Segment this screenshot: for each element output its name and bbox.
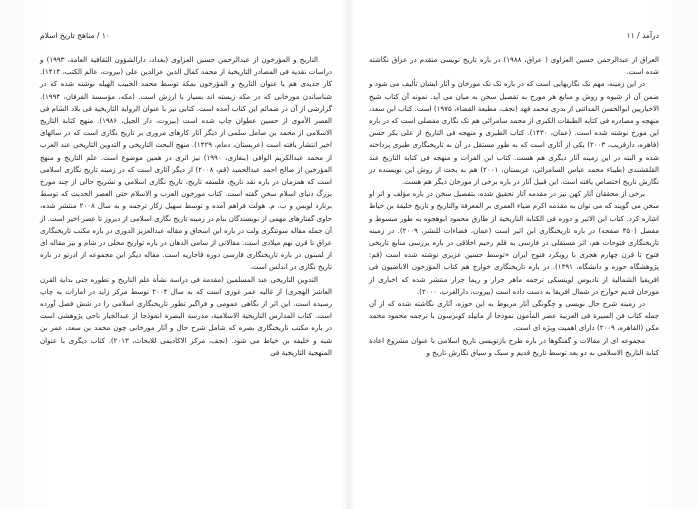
- right-paragraph-2: در این زمینه، مهم تک نگاریهایی است که در باره تک تک مورخان و آثار ایشان تألیف می شود و ضمن آن از شیوه و روش و منابع هر مورخ به تفصیل سخن به میان می آید. نمونه آن کتاب شیخ الاخباریین ابوالحسن المدائنی از بدری محمد فهد (نجف، مطبعة القضاء، ۱۹۷۵) است. کتاب ابن سعد، منهجه و مصادره فی کتابه الطبقات الکبری از محمد سامرائی هم تک نگاری مفصلی است که در باره این مورخ نوشته شده است. (عمان، ۱۴۳۰). کتاب الطبری و منهجه فی التاریخ از علی بکر حسن (قاهره، دارقریب، ۲۰۰۳) یکی از آثاری است که به طور مستقل در آن به تاریخنگاری طبری پرداخته شده و البته در این زمینه آثار دیگری هم هست. کتاب ابن الفرات و منهجه فی کتابة التاریخ عند القلقشندی (طیباء محمد عباس السامرائی، عربستان، ۲۰۰۱) هم به بحث از روش این نویسنده در نگارش تاریخ اختصاص یافته است. این قبیل آثار در باره برخی از مورخان دیگر هم هست.: [369, 79, 659, 187]
- left-paragraph-1: التاریخ و المؤرخون از عبدالرحمن حسین العزاوی (بغداد، دارالشؤون الثقافیة العامة، ۱۹۹۳) و دراسات نقدیة فی المصادر التاریخیة از محمد کمال الدین عزالدین علی (بیروت، عالم الکتب، ۱۴۱۴). کار جدیدی هم با عنوان التاریخ و المؤرخون بمکة توسط محمد الحبیب الهیله نوشته شده که در شناساندن مورخانی که در مکه زیسته اند بسیار با ارزش است. (مکه، مؤسسة الفرقان، ۱۹۹۴). گزارشی از آن در ضمائم این کتاب آمده است. کتابی نیز با عنوان الروایة التاریخیة فی بلاد الشام فی العصر الأموی از حسین عطوان چاپ شده است (بیروت، دار الجیل، ۱۹۸۶). منهج کتابة التاریخ الاسلامی از محمد بن صامل سلمی از دیگر آثار کارهای مروری بر تاریخ نگاری است که در سالهای اخیر انتشار یافته است (عربستان، دمام، ۱۴۲۹). منهج البحث التاریخی و التدوین التاریخی عند العرب از محمد عبدالکریم الوافی (بنغازی، ۱۹۹۰) نیز اثری در همین موضوع است. علم التاریخ و منهج المؤرخین از صالح احمد عبدالحمید (قم، ۲۰۰۸) از دیگر آثاری است که در زمینه تاریخ نگاری اسلامی است که همزمان در باره نقد تاریخ، فلسفه تاریخ، تاریخ نگاری اسلامی و تشریح حالی از چند مورخ بزرگ دنیای اسلام سخن گفته است. کتاب مورخون العرب و الاسلام حتی العصر الحدیث که توسط برنارد لویس و ب. م. هولت فراهم آمده و توسط سهیل زکار ترجمه و به سال ۲۰۰۸ منتشر شده، حاوی گفتارهای مهمی از نویسندگان بنام در زمینه تاریخ نگاری اسلامی از دیروز تا عصر اخیر است. از آن جمله مقاله سونتگری ولت در باره ابن اسحاق و مقاله عبدالعزیز الدوری در باره مکتب تاریخنگاری عراق تا قرن نهم میلادی است. مقالاتی از سامی الدهان در باره تواریخ محلی در شام و نیز مقاله ای از لمبتون در باره تاریخنگاری فارسی دوره قاجاریه است. مقاله دیگر این مجموعه از ادرتو در باره تاریخ نگاری در اندلس است.: [40, 55, 333, 272]
- right-running-header: درآمد / ۱۱: [626, 31, 659, 40]
- right-paragraph-1: العراق از عبدالرحمن حسین العزاوی ( عراق، ۱۹۸۸) در باره تاریخ نویسی متقدم در عراق نگاشته شده است.: [369, 55, 659, 77]
- left-page: [0, 0, 348, 509]
- right-paragraph-5: مجموعه ای از مقالات و گفتگوها در باره طرح بازنویسی تاریخ اسلامی با عنوان مشروع اعادة کتابة التاریخ الاسلامی به دو بعد توسط تاریخ قدیم و سبک و سیاق نگارش تاریخ و: [369, 335, 659, 357]
- left-page-body: [40, 54, 332, 359]
- left-paragraph-2: التدوین التاریخی عند المسلمین (مقدمة فی دراسة نشأة علم التاریخ و تطوره حتی بدایة القرن العاشر الهجری) از غالیه عمر غوزی است که به سال ۲۰۰۴ توسط مرکز زاید در امارات به چاپ رسیده است. این اثر از نگاهی عمومی و فراگیر تطور تاریخنگاری اسلامی را در شش فصل آورده است. کتاب المدارس التاریخیة الاسلامیة، مدرسة البصرة انموذجا از عبدالجبار ناجی پژوهشی است در باره مکتب تاریخنگاری بصره که شامل شرح حال و آثار مورخانی چون محمد بن سعد، عمر بن شبه و خلیفه بن خیاط می شود. (نجف، مرکز الاکادیمی للابحاث، ۲۰۱۳). کتاب دیگری با عنوان المنهجیة التاریخیة فی: [40, 274, 332, 357]
- right-paragraph-4: در زمینه شرح حال نویسی و چگونگی آثار مربوط به این حوزه، آثاری نگاشته شده که از آن جمله کتاب فن السیرة فی العربیة عصر المأمون نموذجا از ماتیلد کوبرسون با ترجمه محمود محمد مکی (القاهره، ۲۰۰۹) دارای اهمیت ویژه ای است.: [369, 299, 659, 333]
- right-paragraph-3: برخی از محققان آثار کهن نیز در مقدمه آثار تحقیق شده، بتفصیل سخن در باره مؤلف و اثر او سخن می گویند که می توان به مقدمه اکرم ضیاء العمری بر المعرفة والتاریخ و تاریخ خلیفة بن خیاط اشاره کرد. کتاب ابن الاثیر و دوره فی الکتابة التاریخیة از طارق محمود ابوهجوه به طور مبسوط و مفصل (۴۵۰ صفحه) در باره تاریخنگاری ابن اثیر است (عمان، فضاءات للنشر، ۲۰۰۹). در زمینه تاریخنگاری فتوحات هم، اثر مستقلی در فارسی به قلم رحیم اخلاقی در باره بررسی منابع تاریخی فتوح تا قرن چهارم هجری با رویکرد فتوح ایران «توسط حسین عزیزی نوشته شده است (قم: پژوهشگاه حوزه و دانشگاه، ۱۳۹۱). در باره تاریخنگاری خوارج هم کتاب المؤرخون الاباضیون فی افریقیا الشمالیة از تادیوس لویتسکی ترجمه ماهر جرار و ریما جرار منتشر شده که اخباری از مورخان قدیم خوارج در شمال افریقا به دست داده است (بیروت، دارالغرب، ۲۰۰۰).: [369, 189, 659, 296]
- right-page-body: [369, 54, 659, 359]
- left-running-header: ۱۰ / مناهج تاریخ اسلام: [40, 31, 110, 40]
- right-page: [349, 0, 697, 509]
